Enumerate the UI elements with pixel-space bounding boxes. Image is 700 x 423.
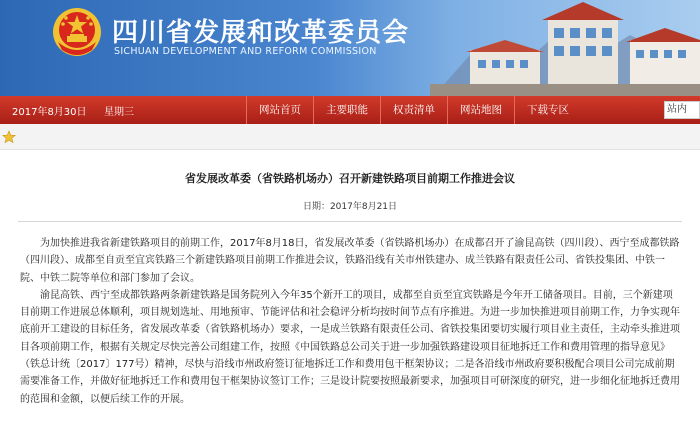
page-toolbar: [0, 124, 700, 150]
site-header: [0, 0, 700, 100]
nav-item-home[interactable]: 网站首页: [246, 96, 313, 124]
article-paragraph: 为加快推进我省新建铁路项目的前期工作，2017年8月18日，省发展改革委（省铁路机场办）在成都召开了渝昆高铁（四川段）、西宁至成都铁路（四川段）、成都至自贡至宜宾铁路三个新建铁路项目前期工作推进会议，铁路沿线有关市州铁建办、成兰铁路有限责任公司、省铁投集团、中铁一院、中铁二院等单位和部门参加了会议。: [20, 238, 680, 284]
nav-menu: [246, 96, 581, 124]
nav-item-power-list[interactable]: 权责清单: [380, 96, 447, 124]
article-title: 省发展改革委（省铁路机场办）召开新建铁路项目前期工作推进会议: [185, 172, 515, 185]
site-search-input[interactable]: 站内: [664, 101, 700, 119]
favorite-star-icon[interactable]: [2, 130, 16, 144]
site-title: 四川省发展和改革委员会: [112, 18, 410, 48]
site-subtitle: SICHUAN DEVELOPMENT AND REFORM COMMISSION: [114, 46, 377, 57]
nav-date: 2017年8月30日: [12, 107, 87, 118]
nav-weekday: 星期三: [104, 107, 134, 118]
nav-item-sitemap[interactable]: 网站地图: [447, 96, 514, 124]
article-paragraph: 渝昆高铁、西宁至成都铁路两条新建铁路是国务院列入今年35个新开工的项目，成都至自贡至宜宾铁路是今年开工储备项目。目前，三个新建项目前期工作进展总体顺利，项目规划选址、用地预审、节能评估和社会稳评分析均按时间节点有序推进。为进一步加快推进项目前期工作，力争实现年底前开工建设的目标任务，省发展改革委（省铁路机场办）要求，一是成兰铁路有限责任公司、省铁投集团要切实履行项目业主责任，主动牵头推进项目各项前期工作，根据有关规定尽快完善公司组建工作，按照《中国铁路总公司关于进一步加强铁路建设项目征地拆迁工作和费用管理的指导意见》（铁总计统〔2017〕177号）精神，尽快与沿线市州政府签订征地拆迁工作和费用包干框架协议；二是各沿线市州政府要积极配合项目公司完成前期需要准备工作，并做好征地拆迁工作和费用包干框架协议签订工作；三是设计院要按照最新要求，加强项目可研深度的研究，进一步细化征地拆迁费用的范围和金额，以便后续工作的开展。: [20, 289, 680, 405]
article-date: 日期：2017年8月21日: [302, 202, 398, 212]
title-divider: [18, 221, 682, 222]
nav-item-downloads[interactable]: 下载专区: [514, 96, 581, 124]
article-body: [20, 235, 680, 408]
nav-item-functions[interactable]: 主要职能: [313, 96, 380, 124]
main-nav: [0, 96, 700, 124]
national-emblem-icon: [52, 6, 102, 58]
header-banner-image: [430, 0, 700, 100]
